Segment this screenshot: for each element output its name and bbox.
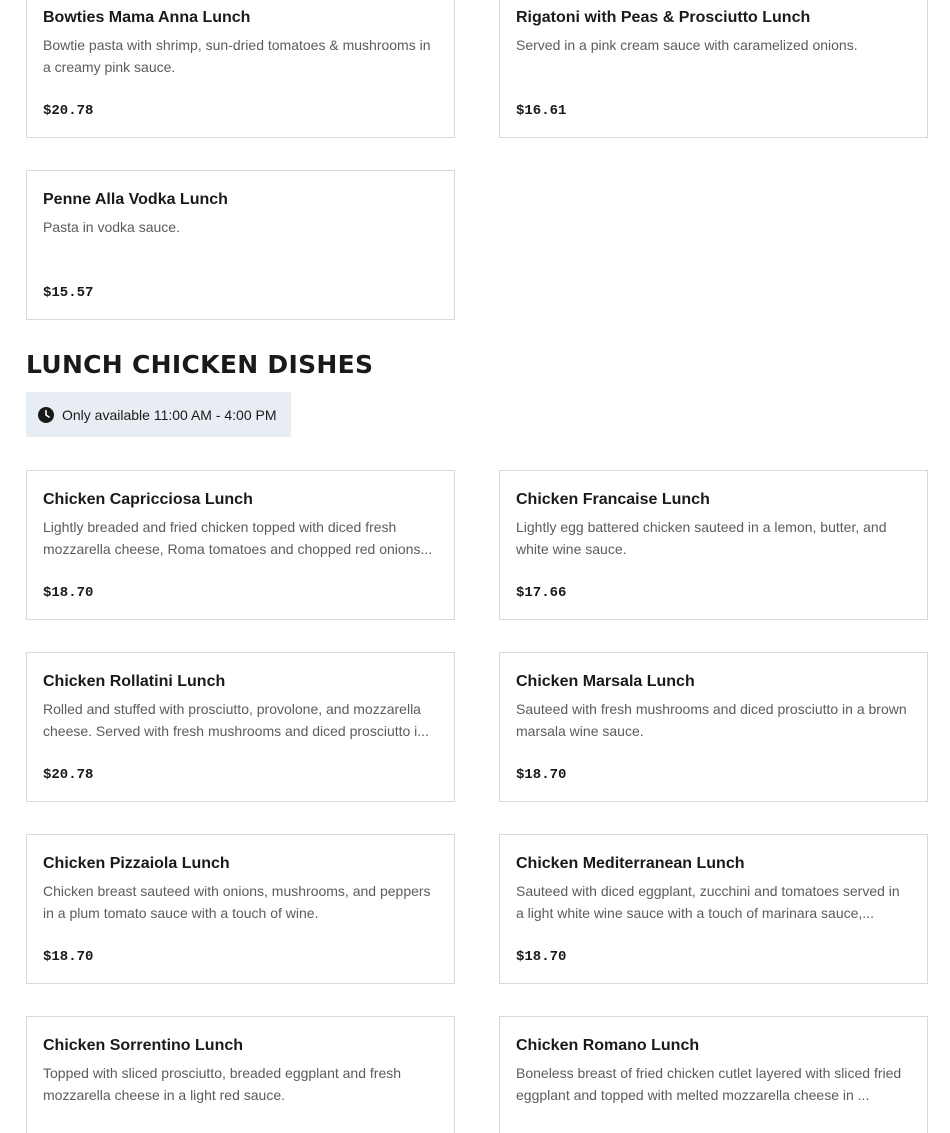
item-name: Chicken Rollatini Lunch xyxy=(43,673,226,690)
item-name: Penne Alla Vodka Lunch xyxy=(43,191,228,208)
item-description: Sauteed with fresh mushrooms and diced prosciutto in a brown marsala wine sauce. xyxy=(516,701,907,739)
item-price: $20.78 xyxy=(43,103,94,119)
menu-item-card[interactable] xyxy=(499,0,928,138)
item-description: Lightly egg battered chicken sauteed in a lemon, butter, and white wine sauce. xyxy=(516,519,887,557)
menu-item-card[interactable] xyxy=(26,834,455,984)
menu-item-card[interactable] xyxy=(26,652,455,802)
item-description: Topped with sliced prosciutto, breaded eggplant and fresh mozzarella cheese in a light red sauce. xyxy=(43,1065,402,1103)
item-name: Chicken Mediterranean Lunch xyxy=(516,855,745,872)
clock-icon xyxy=(38,407,54,423)
item-name: Chicken Romano Lunch xyxy=(516,1037,700,1054)
item-price: $16.61 xyxy=(516,103,567,119)
menu-item-card[interactable] xyxy=(499,1016,928,1133)
menu-item-card[interactable] xyxy=(26,470,455,620)
item-price: $18.70 xyxy=(516,949,567,965)
item-name: Rigatoni with Peas & Prosciutto Lunch xyxy=(516,9,811,26)
item-description: Served in a pink cream sauce with caramelized onions. xyxy=(516,37,858,53)
item-price: $17.66 xyxy=(516,585,567,601)
item-description: Boneless breast of fried chicken cutlet layered with sliced fried eggplant and topped with melted mozzarella cheese in ... xyxy=(516,1065,902,1103)
item-price: $20.78 xyxy=(43,767,94,783)
item-price: $18.70 xyxy=(516,767,567,783)
item-price: $18.70 xyxy=(43,949,94,965)
item-name: Chicken Pizzaiola Lunch xyxy=(43,855,230,872)
item-name: Chicken Marsala Lunch xyxy=(516,673,695,690)
item-name: Bowties Mama Anna Lunch xyxy=(43,9,251,26)
item-description: Lightly breaded and fried chicken topped with diced fresh mozzarella cheese, Roma tomatoes and chopped red onions... xyxy=(43,519,433,557)
availability-badge xyxy=(26,392,291,437)
availability-text: Only available 11:00 AM - 4:00 PM xyxy=(62,406,277,423)
menu-item-card[interactable] xyxy=(26,0,455,138)
menu-item-card[interactable] xyxy=(26,170,455,320)
item-description: Bowtie pasta with shrimp, sun-dried tomatoes & mushrooms in a creamy pink sauce. xyxy=(43,37,431,75)
item-name: Chicken Capricciosa Lunch xyxy=(43,491,253,508)
item-description: Rolled and stuffed with prosciutto, provolone, and mozzarella cheese. Served with fresh mushrooms and diced prosciutto i... xyxy=(43,701,429,739)
item-description: Pasta in vodka sauce. xyxy=(43,219,180,235)
menu-item-card[interactable] xyxy=(26,1016,455,1133)
item-name: Chicken Francaise Lunch xyxy=(516,491,710,508)
item-price: $18.70 xyxy=(43,585,94,601)
section-title: LUNCH CHICKEN DISHES xyxy=(26,350,374,379)
menu-item-card[interactable] xyxy=(499,834,928,984)
item-description: Chicken breast sauteed with onions, mushrooms, and peppers in a plum tomato sauce with a touch of wine. xyxy=(43,883,431,921)
item-name: Chicken Sorrentino Lunch xyxy=(43,1037,244,1054)
item-price: $15.57 xyxy=(43,285,94,301)
menu-item-card[interactable] xyxy=(499,470,928,620)
item-description: Sauteed with diced eggplant, zucchini and tomatoes served in a light white wine sauce with a touch of marinara sauce,... xyxy=(516,883,900,921)
menu-item-card[interactable] xyxy=(499,652,928,802)
